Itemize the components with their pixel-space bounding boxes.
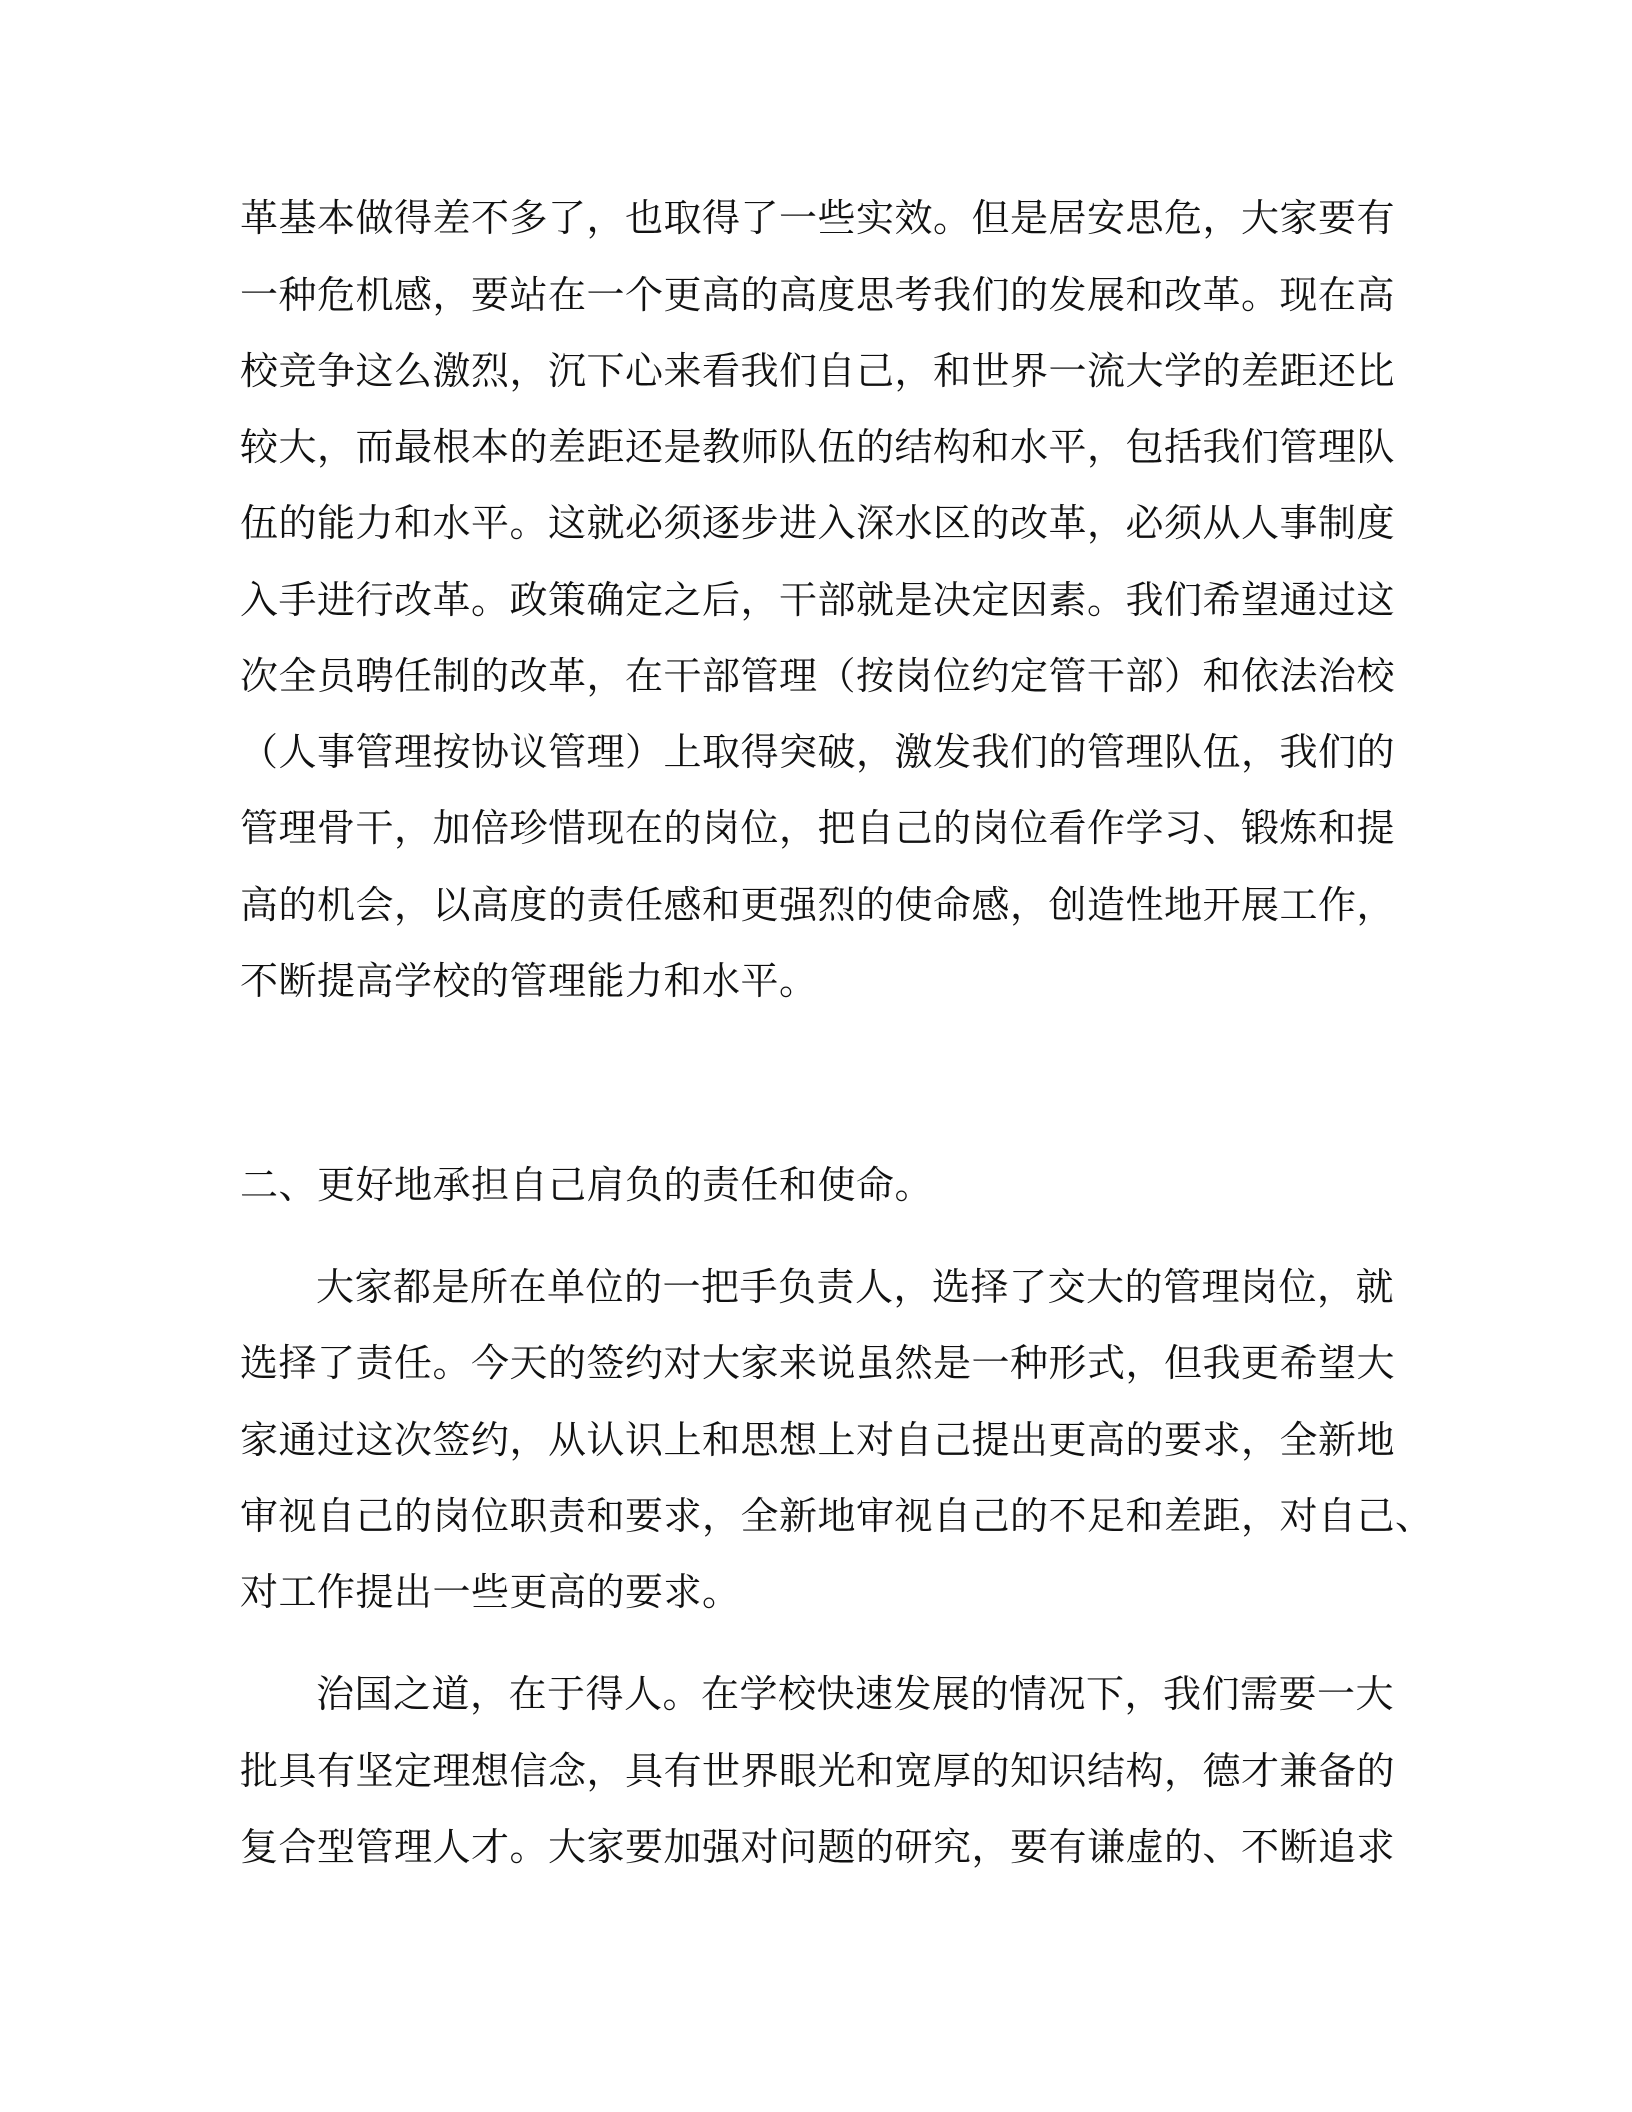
paragraph-1-line-4: 较大，而最根本的差距还是教师队伍的结构和水平，包括我们管理队 <box>240 425 1396 469</box>
paragraph-1-line-5: 伍的能力和水平。这就必须逐步进入深水区的改革，必须从人事制度 <box>240 501 1396 545</box>
paragraph-1-line-10: 高的机会，以高度的责任感和更强烈的使命感，创造性地开展工作， <box>240 883 1396 927</box>
paragraph-3-line-1: 治国之道，在于得人。在学校快速发展的情况下，我们需要一大 <box>316 1672 1395 1716</box>
paragraph-1-line-2: 一种危机感，要站在一个更高的高度思考我们的发展和改革。现在高 <box>240 273 1396 317</box>
section-heading-2: 二、更好地承担自己肩负的责任和使命。 <box>240 1163 934 1207</box>
paragraph-1-line-3: 校竞争这么激烈，沉下心来看我们自己，和世界一流大学的差距还比 <box>240 349 1396 393</box>
paragraph-1-line-8: （人事管理按协议管理）上取得突破，激发我们的管理队伍，我们的 <box>240 730 1396 774</box>
paragraph-1-line-7: 次全员聘任制的改革，在干部管理（按岗位约定管干部）和依法治校 <box>240 654 1396 698</box>
paragraph-3-line-2: 批具有坚定理想信念，具有世界眼光和宽厚的知识结构，德才兼备的 <box>240 1749 1396 1793</box>
paragraph-2-line-3: 家通过这次签约，从认识上和思想上对自己提出更高的要求，全新地 <box>240 1418 1396 1462</box>
paragraph-2-line-4: 审视自己的岗位职责和要求，全新地审视自己的不足和差距，对自己、 <box>240 1494 1434 1538</box>
paragraph-1-line-9: 管理骨干，加倍珍惜现在的岗位，把自己的岗位看作学习、锻炼和提 <box>240 806 1396 850</box>
paragraph-1-line-11: 不断提高学校的管理能力和水平。 <box>240 959 818 1003</box>
paragraph-1-line-6: 入手进行改革。政策确定之后，干部就是决定因素。我们希望通过这 <box>240 578 1396 622</box>
paragraph-1-line-1: 革基本做得差不多了，也取得了一些实效。但是居安思危，大家要有 <box>240 196 1396 240</box>
paragraph-2-line-2: 选择了责任。今天的签约对大家来说虽然是一种形式，但我更希望大 <box>240 1341 1396 1385</box>
paragraph-3-line-3: 复合型管理人才。大家要加强对问题的研究，要有谦虚的、不断追求 <box>240 1825 1396 1869</box>
paragraph-2-line-5: 对工作提出一些更高的要求。 <box>240 1570 741 1614</box>
paragraph-2-line-1: 大家都是所在单位的一把手负责人，选择了交大的管理岗位，就 <box>316 1265 1395 1309</box>
